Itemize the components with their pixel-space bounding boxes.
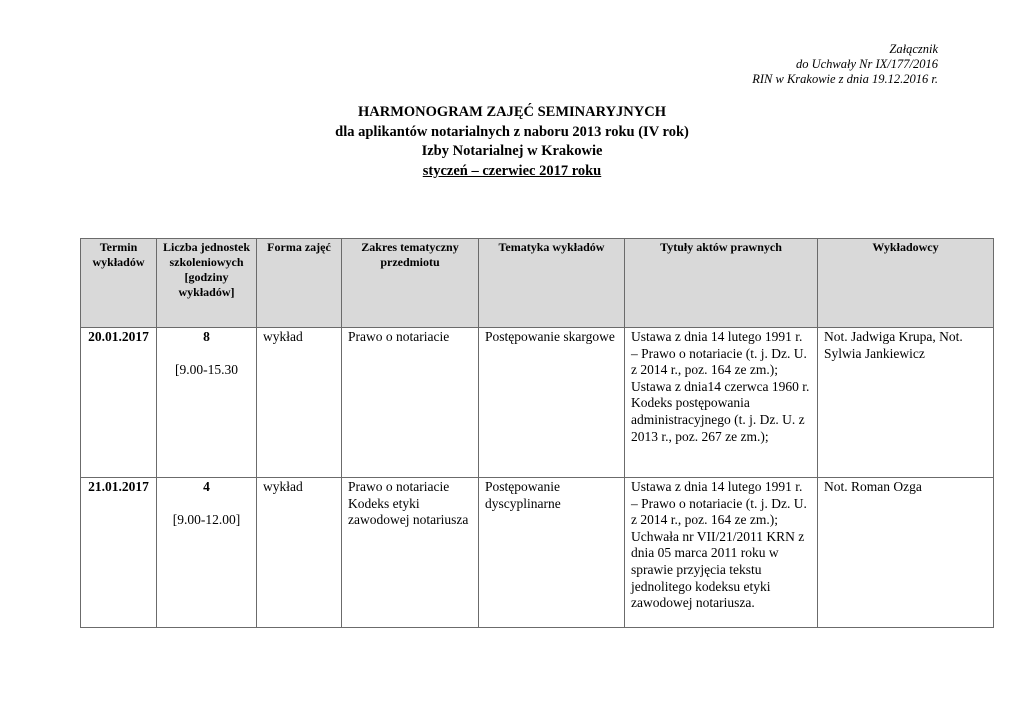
cell-topic: Postępowanie dyscyplinarne [479, 478, 625, 628]
table-header-row [81, 239, 994, 328]
units-count: 8 [203, 329, 210, 344]
cell-form: wykład [257, 478, 342, 628]
cell-acts: Ustawa z dnia 14 lutego 1991 r. – Prawo o notariacie (t. j. Dz. U. z 2014 r., poz. 164 ze zm.); Ustawa z dnia14 czerwca 1960 r. Kodeks postępowania administracyjnego (t. j. Dz. U. z 2013 r., poz. 267 ze zm.); [625, 328, 818, 478]
units-hours: [9.00-12.00] [172, 511, 241, 527]
table-row [81, 328, 994, 478]
title-chamber: Izby Notarialnej w Krakowie [421, 143, 603, 159]
cell-lecturers: Not. Roman Ozga [818, 478, 994, 628]
cell-date: 20.01.2017 [81, 328, 157, 478]
table-row [81, 478, 994, 628]
header-form: Forma zajęć [257, 239, 342, 328]
cell-date: 21.01.2017 [81, 478, 157, 628]
title-period: styczeń – czerwiec 2017 roku [422, 162, 602, 179]
units-count: 4 [203, 479, 210, 494]
header-units: Liczba jednostek szkoleniowych [godziny wykładów] [157, 239, 257, 328]
cell-scope: Prawo o notariacie [342, 328, 479, 478]
document-title [0, 103, 1024, 181]
cell-acts: Ustawa z dnia 14 lutego 1991 r. – Prawo o notariacie (t. j. Dz. U. z 2014 r., poz. 164 ze zm.); Uchwała nr VII/21/2011 KRN z dnia 05 marca 2011 roku w sprawie przyjęcia tekstu jednolitego kodeksu etyki zawodowej notariusza. [625, 478, 818, 628]
title-main: HARMONOGRAM ZAJĘĆ SEMINARYJNYCH [357, 104, 666, 120]
schedule-table [80, 238, 994, 628]
cell-lecturers: Not. Jadwiga Krupa, Not. Sylwia Jankiewicz [818, 328, 994, 478]
annex-date: RIN w Krakowie z dnia 19.12.2016 r. [752, 72, 938, 86]
title-audience: dla aplikantów notarialnych z naboru 2013 roku (IV rok) [335, 123, 689, 140]
units-hours: [9.00-15.30 [175, 361, 238, 377]
cell-units [157, 328, 257, 478]
cell-scope: Prawo o notariacie Kodeks etyki zawodowej notariusza [342, 478, 479, 628]
annex-resolution: do Uchwały Nr IX/177/2016 [795, 57, 938, 71]
cell-topic: Postępowanie skargowe [479, 328, 625, 478]
header-lecturers: Wykładowcy [818, 239, 994, 328]
annex-label: Załącznik [889, 42, 938, 56]
cell-form: wykład [257, 328, 342, 478]
header-acts: Tytuły aktów prawnych [625, 239, 818, 328]
header-topic: Tematyka wykładów [479, 239, 625, 328]
header-scope: Zakres tematyczny przedmiotu [342, 239, 479, 328]
annex-header [752, 42, 938, 87]
cell-units [157, 478, 257, 628]
header-date: Termin wykładów [81, 239, 157, 328]
